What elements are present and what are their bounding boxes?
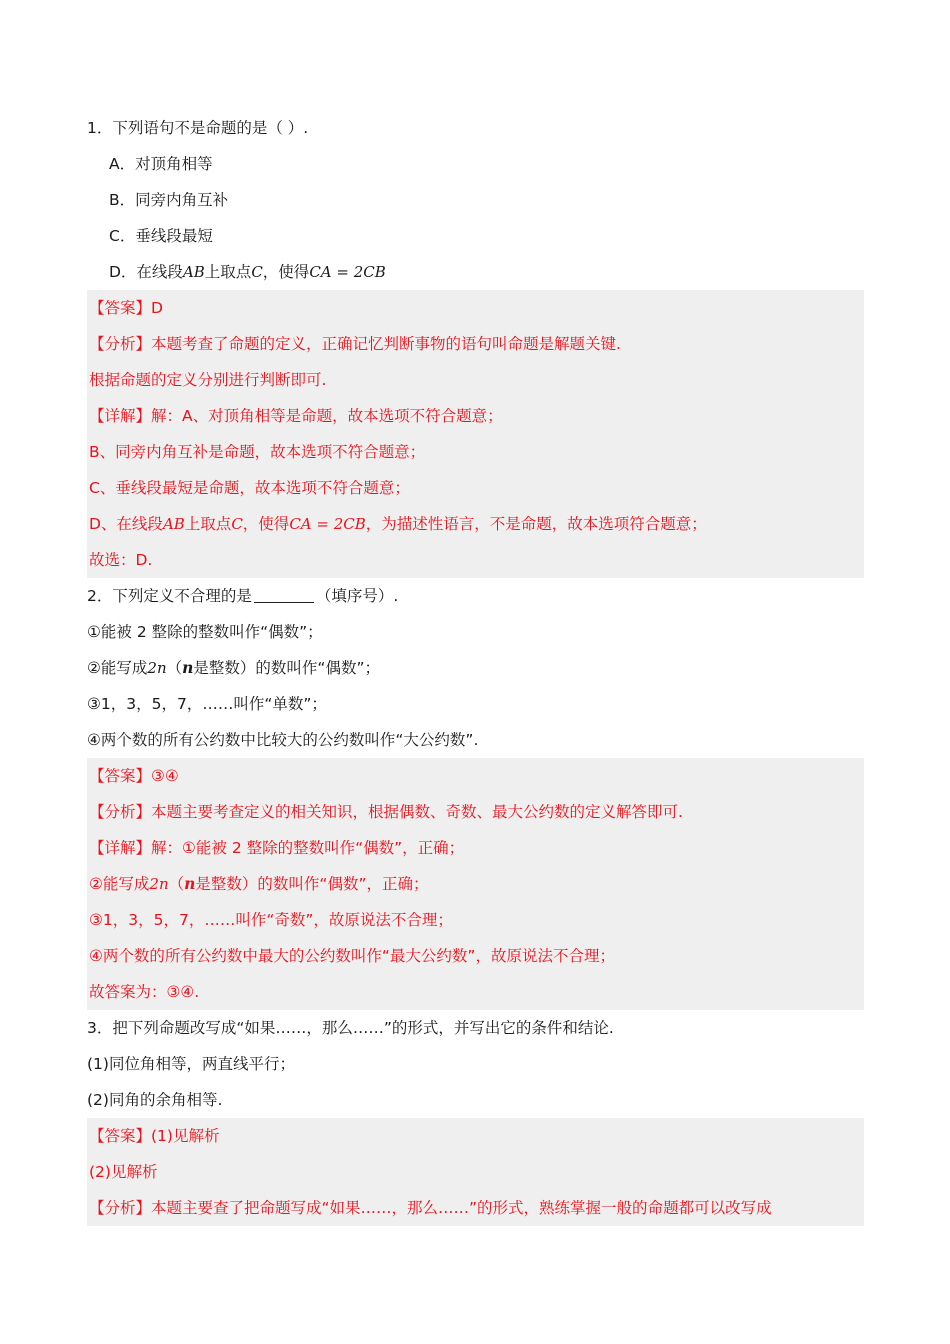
q1-option-d-ab: AB — [182, 263, 205, 281]
q1-option-c: C．垂线段最短 — [109, 227, 213, 245]
q1-option-d-pre: D．在线段 — [109, 263, 183, 281]
q2-item-1: ①能被 2 整除的整数叫作“偶数”； — [87, 623, 323, 641]
q3-answer-1: 【答案】(1)见解析 — [89, 1127, 220, 1145]
q1-detail-4-post: ，为描述性语言，不是命题，故本选项符合题意； — [365, 515, 707, 533]
q2-detail-2 — [87, 866, 864, 902]
q1-option-d-eq: CA = 2CB — [309, 263, 386, 281]
q2-stem-post: （填序号）. — [315, 587, 399, 605]
q1-detail-2: B、同旁内角互补是命题，故本选项不符合题意； — [89, 443, 426, 461]
q2-item-4: ④两个数的所有公约数中比较大的公约数叫作“大公约数”. — [87, 731, 479, 749]
q2-detail-5: 故答案为：③④. — [89, 983, 200, 1001]
q1-detail-4 — [87, 506, 864, 542]
q2-detail-1: 【详解】解：①能被 2 整除的整数叫作“偶数”，正确； — [89, 839, 465, 857]
q1-analysis-1: 【分析】本题考查了命题的定义，正确记忆判断事物的语句叫命题是解题关键. — [89, 335, 621, 353]
q3-stem: 3．把下列命题改写成“如果……，那么……”的形式，并写出它的条件和结论. — [87, 1019, 614, 1037]
q3-answer-2: (2)见解析 — [89, 1163, 158, 1181]
q2-item-2-n: n — [182, 658, 194, 677]
q2-stem — [87, 578, 864, 614]
q2-detail-2-pre: ②能写成 — [89, 875, 150, 893]
q3-analysis: 【分析】本题主要查了把命题写成“如果……，那么……”的形式，熟练掌握一般的命题都可以改写成 — [89, 1199, 772, 1217]
q2-item-2-math: 2n — [147, 659, 167, 677]
document-page — [87, 110, 864, 1226]
q1-detail-3: C、垂线段最短是命题，故本选项不符合题意； — [89, 479, 410, 497]
q1-detail-4-ab: AB — [162, 515, 185, 533]
q1-option-d-c: C — [251, 263, 263, 281]
q2-detail-2-n: n — [184, 874, 196, 893]
q2-item-2 — [87, 650, 864, 686]
q2-detail-3: ③1，3，5，7，……叫作“奇数”，故原说法不合理； — [89, 911, 453, 929]
q2-analysis: 【分析】本题主要考查定义的相关知识，根据偶数、奇数、最大公约数的定义解答即可. — [89, 803, 683, 821]
q2-answer-block — [87, 758, 864, 1010]
q1-option-a: A．对顶角相等 — [109, 155, 213, 173]
q1-detail-5: 故选：D. — [89, 551, 153, 569]
q1-detail-4-mid: 上取点 — [184, 515, 232, 533]
q1-detail-4-c: C — [231, 515, 243, 533]
q1-detail-1: 【详解】解：A、对顶角相等是命题，故本选项不符合题意； — [89, 407, 503, 425]
q3-answer-block — [87, 1118, 864, 1226]
q1-stem: 1．下列语句不是命题的是（ ）. — [87, 119, 309, 137]
q3-item-2: (2)同角的余角相等. — [87, 1091, 223, 1109]
q1-detail-4-pre: D、在线段 — [89, 515, 163, 533]
q1-analysis-2: 根据命题的定义分别进行判断即可. — [89, 371, 327, 389]
q2-item-2-mid: （ — [166, 659, 183, 677]
q2-answer-blank — [254, 586, 314, 603]
q2-item-3: ③1，3，5，7，……叫作“单数”； — [87, 695, 327, 713]
q1-option-b: B．同旁内角互补 — [109, 191, 229, 209]
q2-item-2-pre: ②能写成 — [87, 659, 148, 677]
q1-option-d — [87, 254, 864, 290]
q2-detail-2-math: 2n — [149, 875, 169, 893]
q2-detail-2-post: 是整数）的数叫作“偶数”，正确； — [195, 875, 429, 893]
q2-stem-pre: 2．下列定义不合理的是 — [87, 587, 252, 605]
q2-answer: 【答案】③④ — [89, 767, 179, 785]
q1-answer-block — [87, 290, 864, 578]
q1-option-d-mid: 上取点 — [204, 263, 252, 281]
q1-detail-4-mid2: ，使得 — [242, 515, 290, 533]
q1-option-d-mid2: ，使得 — [262, 263, 310, 281]
q1-answer: 【答案】D — [89, 299, 163, 317]
q2-detail-4: ④两个数的所有公约数中最大的公约数叫作“最大公约数”，故原说法不合理； — [89, 947, 615, 965]
q1-detail-4-eq: CA = 2CB — [289, 515, 366, 533]
q3-item-1: (1)同位角相等，两直线平行； — [87, 1055, 295, 1073]
q2-detail-2-mid: （ — [168, 875, 185, 893]
q2-item-2-post: 是整数）的数叫作“偶数”； — [193, 659, 380, 677]
